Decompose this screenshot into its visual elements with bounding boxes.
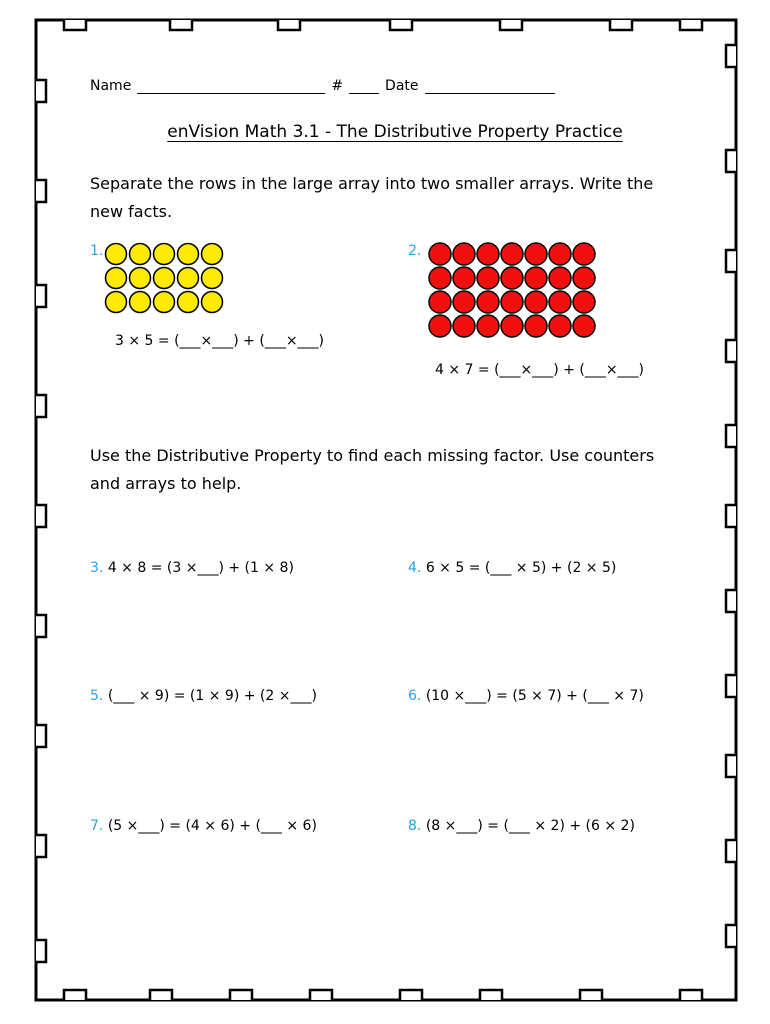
problem-6	[408, 688, 644, 704]
problem-4-equation: 6 × 5 = (___ × 5) + (2 × 5)	[425, 560, 617, 576]
header-fields	[90, 78, 561, 94]
counter-circle	[525, 267, 547, 289]
counter-circle	[178, 268, 199, 289]
counter-circle	[453, 243, 475, 265]
problem-8	[408, 818, 635, 834]
counter-circle	[549, 315, 571, 337]
problem-4-number: 4.	[408, 560, 422, 576]
problem-7	[90, 818, 317, 834]
counter-circle	[130, 268, 151, 289]
counter-circle	[429, 291, 451, 313]
problem-1-equation: 3 × 5 = (___×___) + (___×___)	[115, 333, 325, 349]
counter-circle	[549, 267, 571, 289]
counter-array-svg	[428, 242, 596, 338]
counter-circle	[106, 292, 127, 313]
problem-8-number: 8.	[408, 818, 422, 834]
date-label: Date	[385, 78, 419, 94]
worksheet-title	[0, 122, 770, 142]
counter-circle	[525, 243, 547, 265]
counter-circle	[154, 268, 175, 289]
problem-2-number: 2.	[408, 243, 422, 259]
counter-array-svg	[104, 242, 224, 314]
counter-circle	[429, 243, 451, 265]
problem-1-number: 1.	[90, 243, 104, 259]
counter-circle	[573, 267, 595, 289]
red-counter-array	[428, 242, 596, 342]
section2-instructions: Use the Distributive Property to find each missing factor. Use counters and arrays to help.	[90, 446, 655, 493]
problem-6-equation: (10 ×___) = (5 × 7) + (___ × 7)	[425, 688, 644, 704]
counter-circle	[477, 243, 499, 265]
problem-8-equation: (8 ×___) = (___ × 2) + (6 × 2)	[425, 818, 635, 834]
counter-circle	[130, 292, 151, 313]
problem-5-equation: (___ × 9) = (1 × 9) + (2 ×___)	[107, 688, 317, 704]
counter-circle	[453, 267, 475, 289]
problem-5-number: 5.	[90, 688, 104, 704]
counter-circle	[202, 268, 223, 289]
counter-circle	[477, 267, 499, 289]
problem-3	[90, 560, 294, 576]
number-field[interactable]	[349, 79, 379, 94]
problem-7-number: 7.	[90, 818, 104, 834]
counter-circle	[178, 292, 199, 313]
counter-circle	[501, 243, 523, 265]
counter-circle	[573, 243, 595, 265]
problem-7-equation: (5 ×___) = (4 × 6) + (___ × 6)	[107, 818, 317, 834]
name-label: Name	[90, 78, 132, 94]
counter-circle	[130, 244, 151, 265]
date-field[interactable]	[425, 79, 555, 94]
yellow-counter-array	[104, 242, 224, 318]
counter-circle	[501, 267, 523, 289]
counter-circle	[501, 315, 523, 337]
problem-4	[408, 560, 616, 576]
counter-circle	[549, 243, 571, 265]
name-field[interactable]	[137, 79, 325, 94]
counter-circle	[477, 315, 499, 337]
counter-circle	[202, 292, 223, 313]
title-text: enVision Math 3.1 - The Distributive Property Practice	[167, 122, 623, 142]
counter-circle	[429, 267, 451, 289]
counter-circle	[106, 244, 127, 265]
counter-circle	[453, 291, 475, 313]
counter-circle	[525, 315, 547, 337]
problem-3-number: 3.	[90, 560, 104, 576]
counter-circle	[178, 244, 199, 265]
problem-2-equation: 4 × 7 = (___×___) + (___×___)	[435, 362, 645, 378]
counter-circle	[106, 268, 127, 289]
counter-circle	[549, 291, 571, 313]
counter-circle	[525, 291, 547, 313]
problem-6-number: 6.	[408, 688, 422, 704]
counter-circle	[154, 292, 175, 313]
counter-circle	[573, 315, 595, 337]
problem-3-equation: 4 × 8 = (3 ×___) + (1 × 8)	[107, 560, 294, 576]
counter-circle	[573, 291, 595, 313]
counter-circle	[154, 244, 175, 265]
problem-5	[90, 688, 317, 704]
counter-circle	[453, 315, 475, 337]
counter-circle	[429, 315, 451, 337]
section1-instructions: Separate the rows in the large array into two smaller arrays. Write the new facts.	[90, 174, 654, 221]
counter-circle	[477, 291, 499, 313]
number-label: #	[331, 78, 344, 94]
counter-circle	[501, 291, 523, 313]
counter-circle	[202, 244, 223, 265]
